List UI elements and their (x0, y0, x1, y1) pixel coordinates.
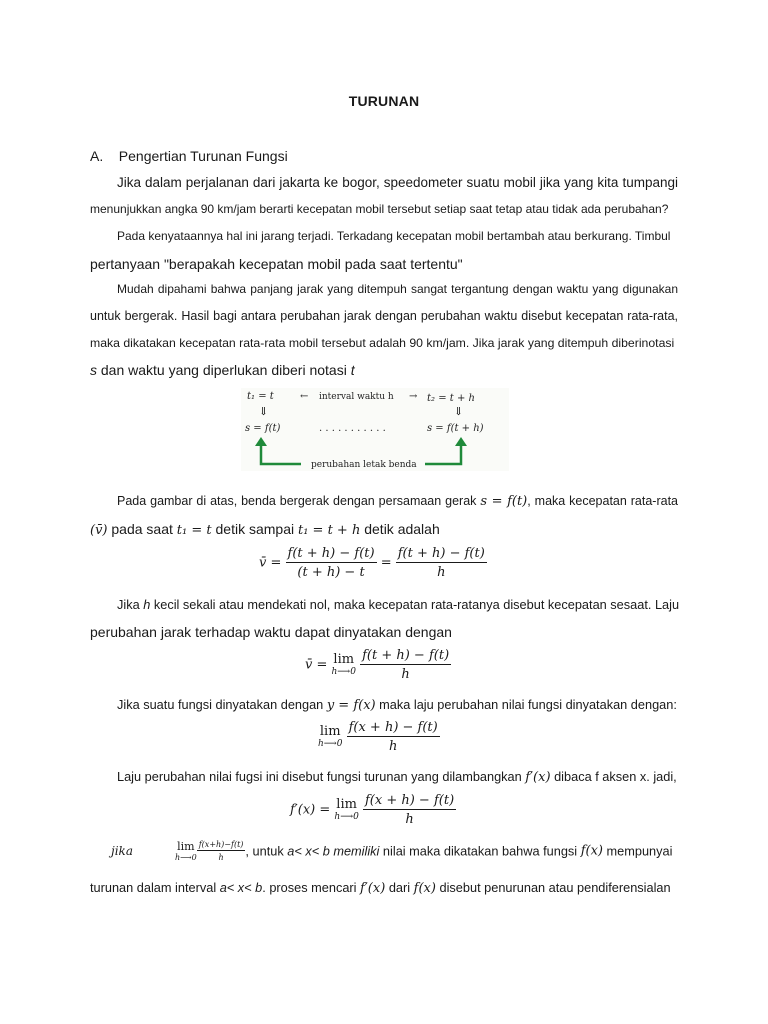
text-run: Jika suatu fungsi dinyatakan dengan (117, 697, 327, 712)
t2-label: t₂ = t + h (427, 393, 475, 404)
denominator: h (405, 812, 414, 827)
paragraph-2-line-1: Pada kenyataannya hal ini jarang terjadi. Terkadang kecepatan mobil bertambah atau berkurang. Timbul (117, 229, 671, 243)
page-title: TURUNAN (348, 93, 420, 109)
lim-subscript: h⟶0 (334, 812, 359, 822)
text-run: disebut penurunan atau pendiferensialan (435, 880, 671, 895)
notation-h: h (143, 597, 151, 612)
fraction (197, 840, 246, 862)
change-label: perubahan letak benda (311, 460, 417, 470)
eq-lhs: f′(x) = (290, 802, 331, 818)
position-right: s = f(t + h) (427, 423, 484, 434)
text-run: nilai maka dikatakan bahwa fungsi (379, 843, 581, 859)
eq-lhs: v̄ = (305, 657, 328, 673)
limit-operator (334, 798, 358, 822)
paragraph-8 (90, 840, 678, 870)
equation-derivative (290, 793, 456, 827)
equation-instant-velocity (305, 648, 451, 682)
t1-label: t₁ = t (247, 391, 274, 402)
limit-operator (318, 725, 342, 749)
paragraph-6 (117, 697, 678, 713)
left-arrow-icon: ← (300, 391, 309, 402)
denominator: h (401, 667, 410, 682)
text-run: , maka kecepatan rata-rata (527, 494, 679, 508)
motion-diagram (241, 388, 509, 471)
text-run: detik adalah (360, 521, 440, 537)
paragraph-4-line-2 (90, 521, 678, 538)
right-arrow-icon: → (409, 391, 418, 402)
numerator: f(t + h) − f(t) (287, 546, 375, 561)
paragraph-7 (117, 769, 678, 785)
text-run: , untuk (245, 843, 288, 859)
numerator: f(x+h)−f(t) (198, 840, 244, 849)
fraction-1 (286, 546, 377, 580)
inline-math-function: y = f(x) (326, 698, 376, 713)
text-run: kecil sekali atau mendekati nol, maka kecepatan rata-ratanya disebut kecepatan sesaat. Laju (150, 597, 680, 612)
denominator: h (218, 853, 224, 862)
text-run: Jika (117, 597, 144, 612)
fraction (347, 720, 440, 754)
notation-t: t (350, 362, 355, 378)
inline-math-fx: f(x) (413, 881, 436, 896)
inline-math-derivative: f′(x) (360, 881, 386, 896)
inline-math-t1-plus-h: t₁ = t + h (297, 523, 361, 538)
paragraph-3-line-4 (90, 362, 678, 378)
lim-subscript: h⟶0 (318, 739, 343, 749)
text-run: mempunyai (602, 843, 673, 859)
paragraph-1-line-1: Jika dalam perjalanan dari jakarta ke bogor, speedometer suatu mobil jika yang kita tumpangi (117, 175, 678, 190)
inline-math-t1: t₁ = t (176, 523, 212, 538)
text-run: detik sampai (211, 521, 298, 537)
inline-math-vbar: (v̄) (90, 523, 108, 538)
denominator: (t + h) − t (297, 565, 365, 580)
text-run: dibaca f aksen x. jadi, (550, 769, 677, 784)
text-run: pada saat (107, 521, 177, 537)
eq-lhs: v̄ = (259, 555, 282, 571)
paragraph-3-line-3: maka dikatakan kecepatan rata-rata mobil tersebut adalah 90 km/jam. Jika jarak yang ditempuh diberinotasi (90, 336, 675, 350)
equation-average-velocity (259, 546, 487, 580)
paragraph-9 (90, 880, 678, 896)
paragraph-4-line-1 (117, 494, 678, 509)
paragraph-5-line-1 (117, 597, 678, 612)
interval-condition: a< x< b (219, 880, 263, 895)
text-run: Laju perubahan nilai fugsi ini disebut fungsi turunan yang dilambangkan (117, 769, 526, 784)
equation-rate-of-change (318, 720, 440, 754)
motion-diagram-svg (241, 388, 509, 471)
word-memiliki: memiliki (329, 843, 380, 859)
numerator: f(x + h) − f(t) (364, 793, 455, 808)
paragraph-3-line-2: untuk bergerak. Hasil bagi antara perubahan jarak dengan perubahan waktu disebut kecepatan rata-rata, (90, 309, 678, 323)
interval-condition: a< x< b (287, 843, 330, 859)
lim-subscript: h⟶0 (331, 667, 356, 677)
text-run: . proses mencari (262, 880, 361, 895)
limit-operator (175, 841, 197, 862)
lim-text: lim (177, 839, 195, 853)
inline-math-fx: f(x) (580, 843, 603, 859)
arrowhead-right-icon (455, 437, 467, 446)
paragraph-5-line-2: perubahan jarak terhadap waktu dapat dinyatakan dengan (90, 624, 452, 640)
down-arrow-icon-left: ⇓ (259, 405, 269, 418)
paragraph-3-line-1: Mudah dipahami bahwa panjang jarak yang ditempuh sangat tergantung dengan waktu yang digunakan (117, 282, 678, 296)
section-title: Pengertian Turunan Fungsi (118, 148, 288, 164)
lim-text: lim (333, 652, 355, 667)
paragraph-2-line-2: pertanyaan "berapakah kecepatan mobil pada saat tertentu" (90, 256, 463, 272)
fraction (363, 793, 456, 827)
numerator: f(x + h) − f(t) (348, 720, 438, 735)
numerator: f(t + h) − f(t) (397, 546, 485, 561)
arrowhead-left-icon (255, 437, 267, 446)
lim-subscript: h⟶0 (175, 852, 197, 862)
text-run: dan waktu yang diperlukan diberi notasi (97, 362, 351, 378)
interval-label: interval waktu h (319, 392, 394, 402)
fraction-2 (396, 546, 487, 580)
fraction (360, 648, 451, 682)
text-run: Pada gambar di atas, benda bergerak dengan persamaan gerak (117, 494, 481, 508)
denominator: h (437, 565, 446, 580)
text-run: maka laju perubahan nilai fungsi dinyatakan dengan: (375, 697, 677, 712)
limit-operator (332, 653, 356, 677)
text-run: dari (385, 880, 414, 895)
denominator: h (388, 739, 398, 754)
position-left: s = f(t) (245, 423, 281, 434)
word-jika: jika (111, 844, 133, 858)
text-run: turunan dalam interval (90, 880, 220, 895)
section-marker: A. (90, 148, 104, 164)
lim-text: lim (336, 797, 357, 812)
paragraph-1-line-2: menunjukkan angka 90 km/jam berarti kecepatan mobil tersebut setiap saat tetap atau tidak ada perubahan? (90, 202, 669, 216)
section-heading (90, 148, 678, 164)
numerator: f(t + h) − f(t) (362, 648, 450, 663)
lim-text: lim (319, 724, 341, 739)
equals-sign: = (380, 555, 392, 571)
down-arrow-icon-right: ⇓ (454, 405, 464, 418)
inline-math-motion: s = f(t) (480, 494, 528, 509)
notation-s: s (90, 362, 97, 378)
inline-math-derivative: f′(x) (525, 770, 551, 785)
dotted-separator: . . . . . . . . . . . (319, 423, 386, 434)
